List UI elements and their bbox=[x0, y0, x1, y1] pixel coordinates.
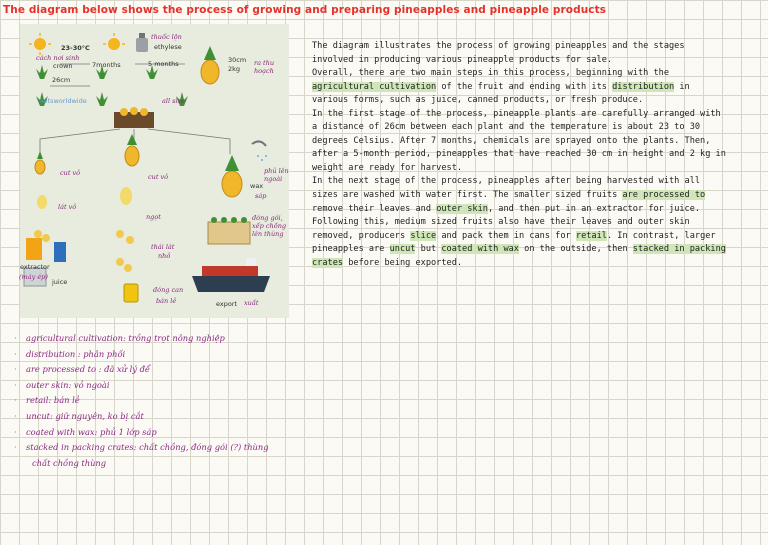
highlight-coated-with-wax: coated with wax bbox=[441, 244, 519, 255]
cans-note: đóng can bbox=[153, 286, 184, 294]
weight-label: 2kg bbox=[228, 65, 241, 73]
eject-note: ngọt bbox=[146, 213, 161, 221]
wash-note: phủ lên ngoài bbox=[264, 167, 289, 183]
temperature-note: cách nơi sinh bbox=[36, 54, 80, 62]
ethylese-label: ethylese bbox=[154, 43, 182, 51]
months5-label: 5 months bbox=[148, 60, 179, 68]
slice-note: lát vỏ bbox=[58, 203, 77, 211]
highlight-uncut: uncut bbox=[389, 244, 416, 255]
vocabulary-notes bbox=[14, 331, 314, 471]
highlight-agricultural-cultivation: agricultural cultivation bbox=[312, 81, 437, 92]
highlight-slice: slice bbox=[410, 230, 437, 241]
note-item: · coated with wax: phủ 1 lớp sáp bbox=[14, 425, 314, 441]
extractor-label: extractor bbox=[20, 263, 50, 271]
brand-label: ieltsworldwide bbox=[40, 97, 87, 105]
packing-crates-icon bbox=[208, 217, 250, 244]
height-label: 30cm bbox=[228, 56, 247, 64]
harvest-crate-icon bbox=[114, 107, 154, 128]
juice-label: juice bbox=[52, 278, 68, 286]
large-pineapple-icon bbox=[222, 155, 242, 197]
cut-skin-note-2: cut vỏ bbox=[148, 173, 169, 181]
note-subline: chất chồng thùng bbox=[32, 457, 107, 468]
process-diagram bbox=[20, 24, 289, 318]
export-note: xuất bbox=[244, 299, 259, 307]
sun-icon bbox=[29, 33, 51, 55]
cargo-ship-icon bbox=[192, 258, 270, 292]
note-item: · agricultural cultivation: trồng trọt nông nghiệp bbox=[14, 331, 314, 347]
small-pineapple-icon bbox=[35, 151, 45, 174]
wax-note: sáp bbox=[255, 192, 267, 200]
export-label: export bbox=[216, 300, 238, 308]
cut-skin-note-1: cut vỏ bbox=[60, 169, 81, 177]
months7-label: 7months bbox=[92, 61, 121, 69]
sprayer-icon bbox=[136, 33, 148, 52]
wax-label: wax bbox=[250, 182, 264, 190]
note-item: · stacked in packing crates: chất chồng, đóng gói (?) thùng bbox=[14, 440, 314, 456]
spacing-label: 26cm bbox=[52, 76, 71, 84]
extractor-note: (máy ép) bbox=[19, 273, 48, 281]
page-title: The diagram below shows the process of growing and preparing pineapples and pineapple products bbox=[3, 4, 607, 16]
highlight-stacked-in-packing-crates: stacked in packing crates bbox=[312, 244, 726, 268]
crown-label: crown bbox=[53, 62, 73, 70]
note-item: · outer skin: vỏ ngoài bbox=[14, 378, 314, 394]
all-size-note: all size bbox=[162, 97, 185, 105]
note-item: · retail: bán lẻ bbox=[14, 393, 314, 409]
temperature-label: 23-30°C bbox=[61, 44, 90, 52]
medium-pineapple-icon bbox=[125, 134, 139, 166]
highlight-distribution: distribution bbox=[612, 81, 675, 92]
sliced-note: thái lát bbox=[151, 243, 175, 251]
essay-paragraph-3: In the first stage of the process, pineapple plants are carefully arranged with a distance of 26cm between each plant and the temperature is about 23 to 30 degrees Celsius. After 7 months, chemicals are sprayed onto the plants. Then, after a 5-month period, pineapples that have reached 30 cm in height and 2 kg in weight are ready for harvest. bbox=[312, 108, 726, 173]
sun-icon-2 bbox=[103, 33, 125, 50]
crate-note: đóng gói, xếp chồng lên thùng bbox=[252, 214, 287, 238]
highlight-are-processed-to: are processed to bbox=[622, 190, 706, 201]
skinned-pineapple-icons bbox=[37, 187, 132, 209]
highlight-outer-skin: outer skin bbox=[436, 203, 488, 214]
essay-text bbox=[312, 40, 728, 270]
can-icon bbox=[124, 284, 138, 302]
ripe-pineapple-icon bbox=[201, 46, 219, 84]
essay-paragraph-2: Overall, there are two main steps in this process, beginning with the agricultural cultivation of the fruit and ending with its distribution in various forms, such as juice, canned products, or fresh produce. bbox=[312, 68, 690, 106]
note-item: · distribution : phân phối bbox=[14, 347, 314, 363]
note-item: · are processed to : đã xử lý để bbox=[14, 362, 314, 378]
shower-icon bbox=[252, 141, 267, 161]
essay-paragraph-4: In the next stage of the process, pineapples after being harvested with all sizes are washed with water first. The smaller sized fruits are processed to remove their leaves and outer skin, and then put in an extractor for juice. Following this, medium sized fruits also have their leaves and outer skin removed, producers slice and pack them in cans for retail. In contrast, larger pineapples are uncut but coated with wax on the outside, then stacked in packing crates before being exported. bbox=[312, 176, 726, 268]
chemical-note: thuốc lộn bbox=[151, 33, 182, 41]
note-item: · uncut: giữ nguyên, ko bị cắt bbox=[14, 409, 314, 425]
sliced-note-2: nhỏ bbox=[158, 252, 171, 260]
highlight-retail: retail bbox=[575, 230, 607, 241]
essay-paragraph-1: The diagram illustrates the process of growing pineapples and the stages involved in producing various pineapple products for sale. bbox=[312, 41, 685, 65]
retail-note: bán lẻ bbox=[156, 297, 177, 305]
harvest-note: ra thu hoạch bbox=[254, 59, 275, 75]
